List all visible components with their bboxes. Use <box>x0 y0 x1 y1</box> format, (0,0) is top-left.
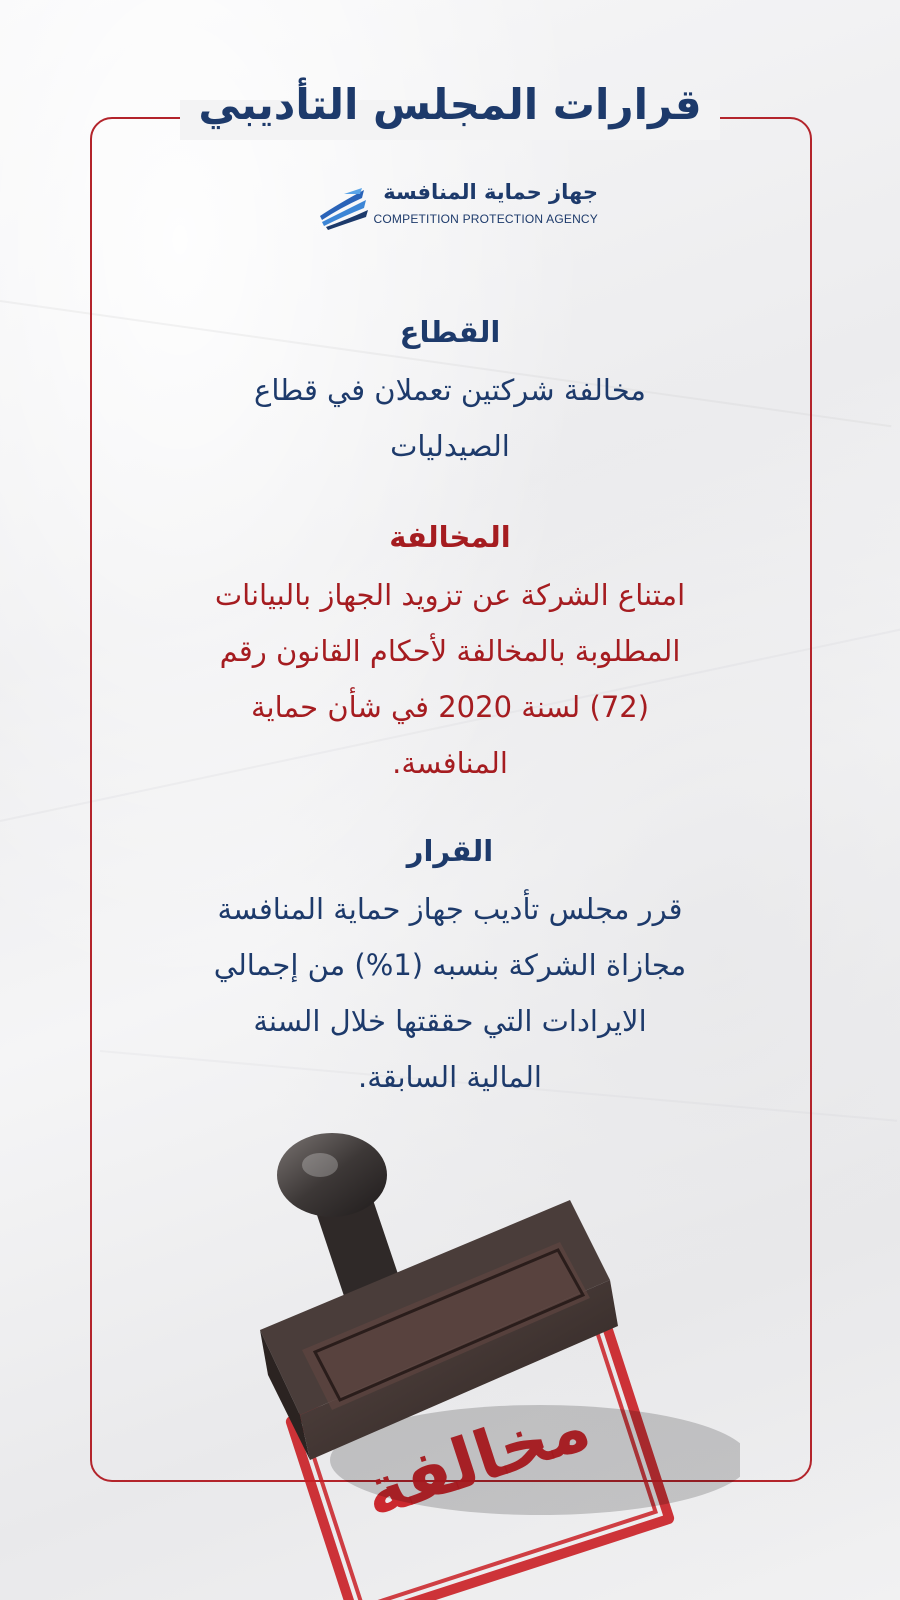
agency-logo-icon <box>318 186 372 230</box>
violation-line: المطلوبة بالمخالفة لأحكام القانون رقم <box>219 634 681 668</box>
decision-section <box>130 831 770 1105</box>
agency-name-arabic: جهاز حماية المنافسة <box>383 180 598 204</box>
sector-section <box>130 312 770 474</box>
agency-logo <box>318 180 598 240</box>
decision-line: مجازاة الشركة بنسبه (1%) من إجمالي <box>213 948 687 982</box>
page-title: قرارات المجلس التأديبي <box>198 80 702 129</box>
sector-text <box>130 362 770 474</box>
violation-line: المنافسة. <box>392 746 508 780</box>
decision-line: المالية السابقة. <box>358 1060 542 1094</box>
rubber-stamp-icon <box>240 1130 740 1600</box>
agency-name-english: COMPETITION PROTECTION AGENCY <box>373 212 598 226</box>
decision-line: الايرادات التي حققتها خلال السنة <box>253 1004 647 1038</box>
decision-text <box>130 881 770 1105</box>
sector-heading: القطاع <box>399 315 501 349</box>
violation-section <box>130 517 770 791</box>
violation-line: امتناع الشركة عن تزويد الجهاز بالبيانات <box>214 578 686 612</box>
sector-line: مخالفة شركتين تعملان في قطاع <box>254 373 646 407</box>
decision-line: قرر مجلس تأديب جهاز حماية المنافسة <box>217 892 683 926</box>
sector-line: الصيدليات <box>390 429 510 463</box>
violation-heading: المخالفة <box>389 520 511 554</box>
violation-text <box>130 567 770 791</box>
violation-line: (72) لسنة 2020 في شأن حماية <box>250 690 650 724</box>
decision-heading: القرار <box>406 834 494 868</box>
